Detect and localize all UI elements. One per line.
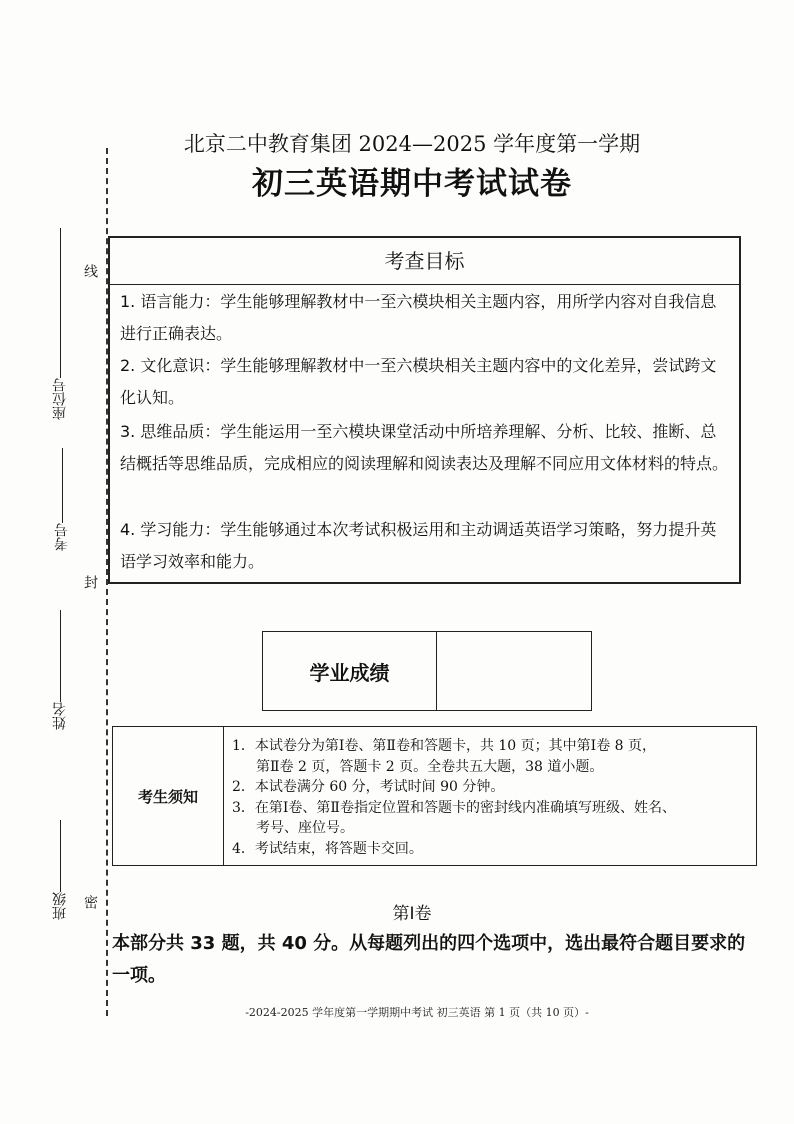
name-label: 姓名 bbox=[52, 702, 68, 730]
seat-number-label: 座位号 bbox=[52, 378, 68, 420]
notice-line: 第Ⅱ卷 2 页，答题卡 2 页。全卷共五大题，38 道小题。 bbox=[256, 758, 604, 775]
notice-line: 3．在第Ⅰ卷、第Ⅱ卷指定位置和答题卡的密封线内准确填写班级、姓名、 bbox=[232, 799, 676, 816]
section-title: 第Ⅰ卷 bbox=[392, 904, 432, 924]
score-box bbox=[262, 631, 592, 711]
goal-item: 3. 思维品质：学生能运用一至六模块课堂活动中所培养理解、分析、比较、推断、总结概括等思维品质，完成相应的阅读理解和阅读表达及理解不同应用文体材料的特点。 bbox=[120, 422, 729, 473]
goals-heading: 考查目标 bbox=[110, 238, 739, 285]
exam-number-underline bbox=[62, 448, 63, 523]
page-footer: -2024-2025 学年度第一学期期中考试 初三英语 第 1 页（共 10 页）- bbox=[245, 1006, 589, 1019]
notice-label: 考生须知 bbox=[113, 727, 224, 865]
notice-line: 4．考试结束，将答题卡交回。 bbox=[232, 840, 423, 857]
name-underline bbox=[60, 610, 61, 702]
notice-list bbox=[224, 727, 676, 865]
seal-feng-char: 封 bbox=[82, 575, 98, 589]
class-label: 班级 bbox=[52, 892, 68, 920]
score-entry-cell[interactable] bbox=[437, 632, 591, 710]
notice-box bbox=[112, 726, 757, 866]
exam-title: 初三英语期中考试试卷 bbox=[252, 166, 572, 202]
score-label: 学业成绩 bbox=[263, 632, 437, 710]
school-term-title: 北京二中教育集团 2024—2025 学年度第一学期 bbox=[183, 132, 641, 156]
notice-line: 考号、座位号。 bbox=[256, 820, 354, 836]
seal-line-char: 线 bbox=[82, 264, 98, 278]
goal-item: 2. 文化意识：学生能够理解教材中一至六模块相关主题内容中的文化差异，尝试跨文化认知。 bbox=[120, 356, 717, 407]
class-underline bbox=[60, 820, 61, 892]
exam-number-label: 考号 bbox=[54, 523, 70, 551]
section-instruction: 本部分共 33 题，共 40 分。从每题列出的四个选项中，选出最符合题目要求的一项。 bbox=[112, 933, 746, 986]
goal-item: 1. 语言能力：学生能够理解教材中一至六模块相关主题内容，用所学内容对自我信息进行正确表达。 bbox=[120, 292, 717, 343]
seat-number-field[interactable] bbox=[50, 228, 70, 428]
goal-item: 4. 学习能力：学生能够通过本次考试积极运用和主动调适英语学习策略，努力提升英语学习效率和能力。 bbox=[120, 520, 717, 571]
name-field[interactable] bbox=[50, 610, 70, 740]
seat-number-underline bbox=[60, 228, 61, 378]
seal-mi-char: 密 bbox=[82, 895, 98, 909]
notice-line: 2．本试卷满分 60 分，考试时间 90 分钟。 bbox=[232, 779, 505, 795]
notice-line: 1．本试卷分为第Ⅰ卷、第Ⅱ卷和答题卡，共 10 页；其中第Ⅰ卷 8 页， bbox=[232, 738, 657, 754]
exam-number-field[interactable] bbox=[52, 448, 72, 558]
goals-box bbox=[108, 236, 741, 584]
